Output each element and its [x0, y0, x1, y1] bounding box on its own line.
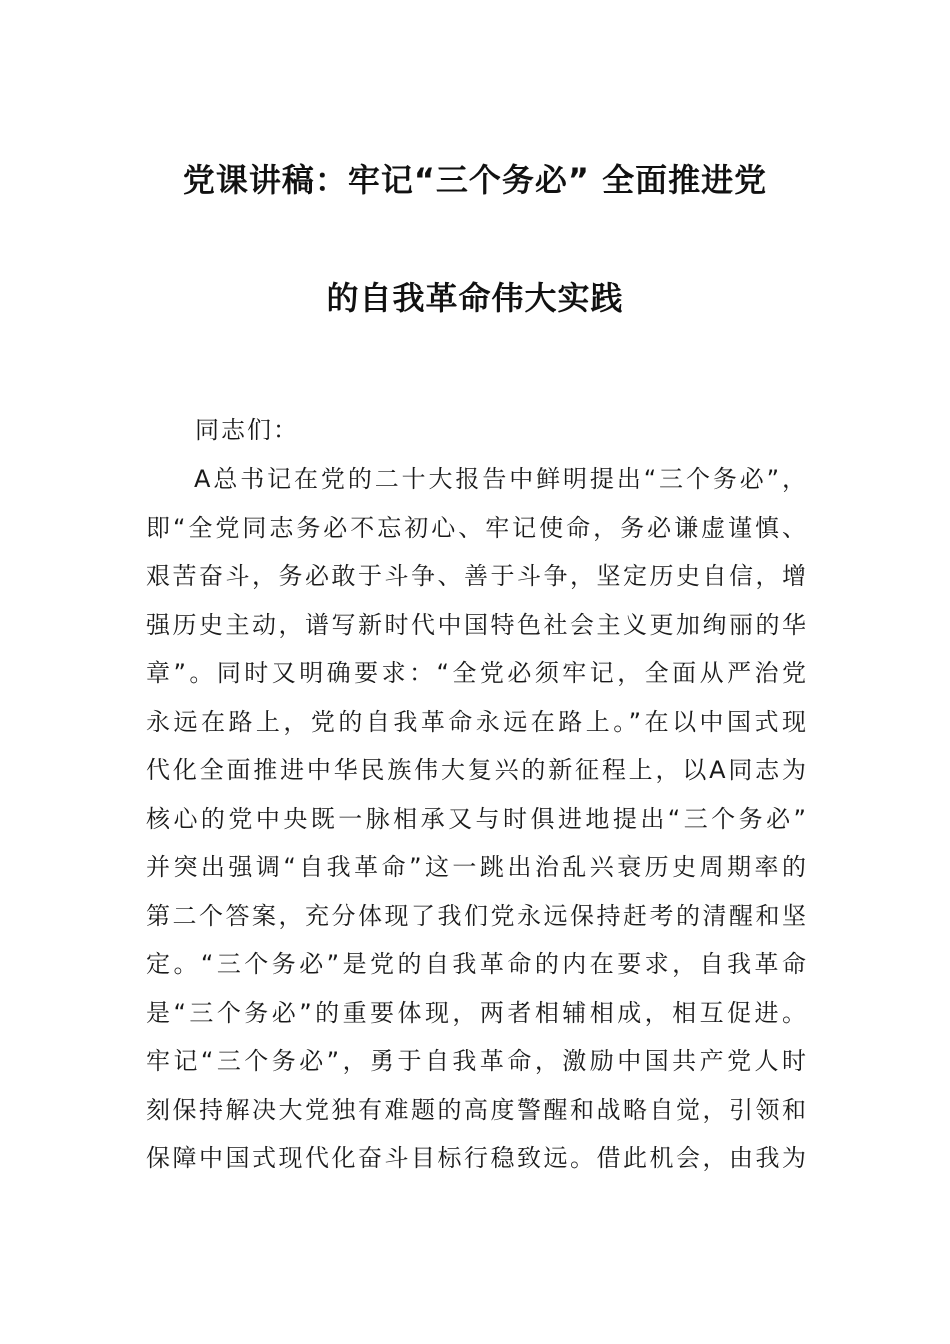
- paragraph-line: 核心的党中央既一脉相承又与时俱进地提出“三个务必”: [146, 804, 806, 833]
- paragraph-line: 即“全党同志务必不忘初心、牢记使命，务必谦虚谨慎、: [146, 513, 806, 542]
- paragraph-line: 永远在路上，党的自我革命永远在路上。”在以中国式现: [146, 707, 806, 736]
- paragraph-line: A总书记在党的二十大报告中鲜明提出“三个务必”，: [194, 465, 806, 493]
- paragraph-line: 第二个答案，充分体现了我们党永远保持赶考的清醒和坚: [146, 901, 806, 930]
- document-title-line-1: 党课讲稿：牢记“三个务必” 全面推进党: [182, 161, 768, 199]
- paragraph-line: 保障中国式现代化奋斗目标行稳致远。借此机会，由我为: [146, 1144, 806, 1172]
- body-paragraph: [146, 455, 806, 1183]
- paragraph-line: 代化全面推进中华民族伟大复兴的新征程上，以A同志为: [146, 756, 806, 784]
- paragraph-line: 章”。同时又明确要求：“全党必须牢记，全面从严治党: [146, 659, 806, 687]
- paragraph-line: 强历史主动，谱写新时代中国特色社会主义更加绚丽的华: [146, 610, 806, 639]
- paragraph-line: 牢记“三个务必”，勇于自我革命，激励中国共产党人时: [146, 1047, 806, 1075]
- paragraph-line: 刻保持解决大党独有难题的高度警醒和战略自觉，引领和: [146, 1095, 806, 1124]
- paragraph-line: 定。“三个务必”是党的自我革命的内在要求，自我革命: [146, 950, 806, 978]
- paragraph-line: 艰苦奋斗，务必敢于斗争、善于斗争，坚定历史自信，增: [146, 562, 806, 590]
- paragraph-line: 并突出强调“自我革命”这一跳出治乱兴衰历史周期率的: [146, 853, 806, 881]
- paragraph-line: 是“三个务必”的重要体现，两者相辅相成，相互促进。: [146, 998, 806, 1027]
- greeting: 同志们：: [195, 416, 299, 444]
- document-title-line-2: 的自我革命伟大实践: [326, 279, 624, 317]
